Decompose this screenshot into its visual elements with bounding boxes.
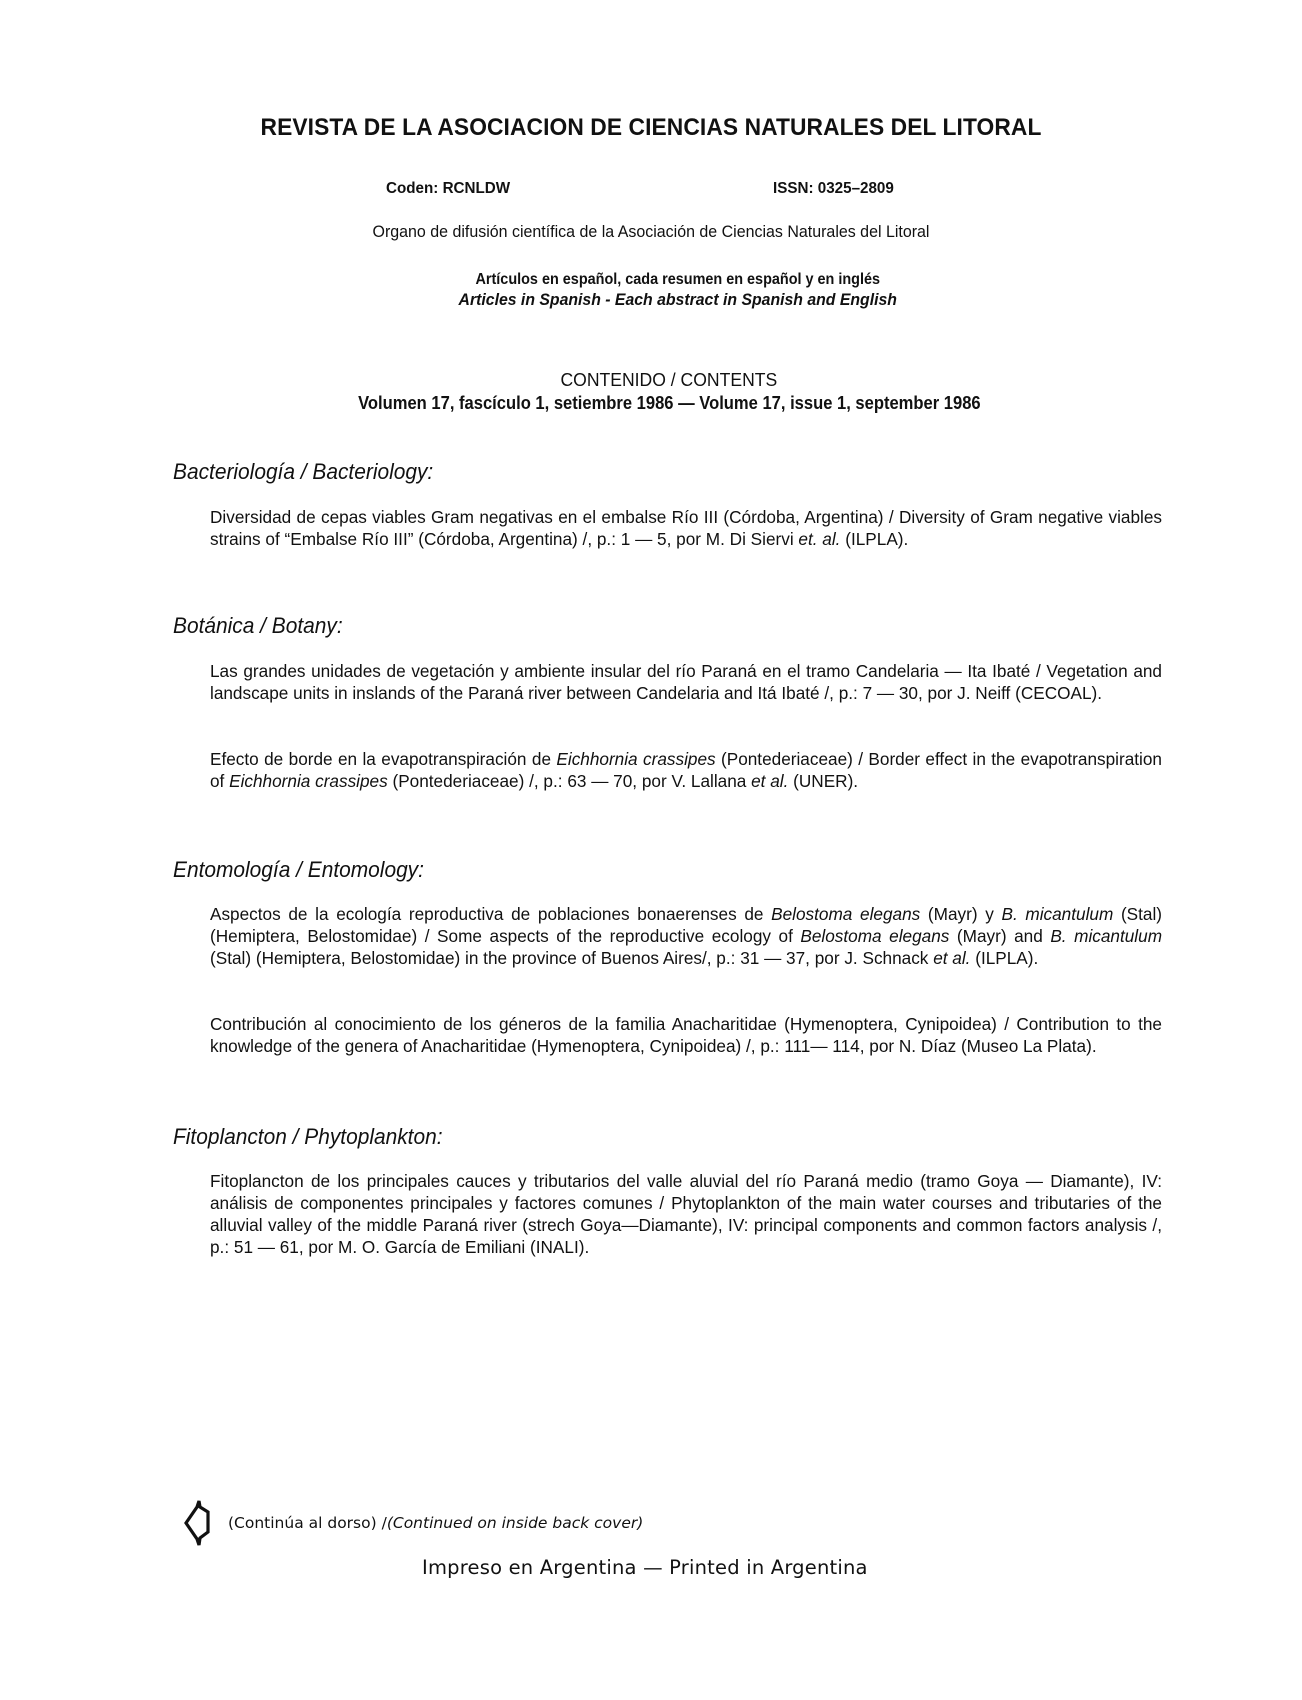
entry-text: (Mayr) and [949,926,1051,946]
toc-entry [210,903,1162,969]
entry-text: (Stal) (Hemiptera, Belostomidae) / Some aspects of the reproductive ecology of [210,904,1163,946]
entry-text: Efecto de borde en la evapotranspiración de [210,749,557,769]
issn: ISSN: 0325–2809 [773,180,894,197]
entry-text: Diversidad de cepas viables Gram negativas en el embalse Río III (Córdoba, Argentina) / Diversity of Gram negative viables strains of “Embalse Río III” (Córdoba, Argentina) /, p.: 1 — 5, por M. Di Siervi [210,507,1162,549]
continued-spanish: (Continúa al dorso) / [228,1514,387,1532]
language-note-english: Articles in Spanish - Each abstract in Spanish and English [458,290,897,309]
coden: Coden: RCNLDW [386,180,511,197]
entry-text: (ILPLA). [970,948,1039,968]
entry-text: (Pontederiaceae) / Border effect in the evapotranspiration of [210,749,1162,791]
continuation-arrow-icon [182,1498,212,1548]
italic-term: B. micantulum [1001,904,1114,924]
entry-text: (UNER). [788,771,859,791]
section-heading-bacteriology: Bacteriología / Bacteriology: [173,459,434,484]
toc-entry [210,1013,1162,1057]
printed-in-note: Impreso en Argentina — Printed in Argentina [422,1556,868,1579]
section-heading-botany: Botánica / Botany: [173,613,343,638]
toc-entry [210,1170,1162,1258]
entry-text: Fitoplancton de los principales cauces y tributarios del valle aluvial del río Paraná medio (tramo Goya — Diamante), IV: análisis de componentes principales y factores comunes / Phytoplankton of the main water courses and tributaries of the alluvial valley of the middle Paraná river (strech Goya—Diamante), IV: principal components and common factors analysis /, p.: 51 — 61, por M. O. García de Emiliani (INALI). [210,1171,1162,1257]
continued-english: (Continued on inside back cover) [386,1514,644,1532]
entry-text: (Stal) (Hemiptera, Belostomidae) in the province of Buenos Aires/, p.: 31 — 37, por J. Schnack [210,948,934,968]
italic-term: Eichhornia crassipes [229,771,388,791]
toc-entry [210,748,1162,792]
language-note-spanish: Artículos en español, cada resumen en español y en inglés [475,271,881,288]
section-heading-entomology: Entomología / Entomology: [173,857,424,882]
toc-entry [210,506,1162,550]
journal-title: REVISTA DE LA ASOCIACION DE CIENCIAS NATURALES DEL LITORAL [260,114,1042,141]
italic-term: Eichhornia crassipes [556,749,716,769]
toc-entry [210,660,1162,704]
continued-note [182,1503,643,1543]
italic-term: Belostoma elegans [800,926,950,946]
entry-text: (Mayr) y [920,904,1002,924]
italic-term: Belostoma elegans [771,904,921,924]
section-heading-phytoplankton: Fitoplancton / Phytoplankton: [173,1124,443,1149]
entry-text: (Pontederiaceae) /, p.: 63 — 70, por V. Lallana [387,771,752,791]
entry-text: Las grandes unidades de vegetación y ambiente insular del río Paraná en el tramo Candelaria — Ita Ibaté / Vegetation and landscape units in inslands of the Paraná river between Candelaria and Itá Ibaté /, p.: 7 — 30, por J. Neiff (CECOAL). [210,661,1162,703]
contents-heading: CONTENIDO / CONTENTS [560,369,778,390]
italic-term: et. al. [798,529,841,549]
italic-term: et al. [751,771,789,791]
journal-organ-statement: Organo de difusión científica de la Asociación de Ciencias Naturales del Litoral [372,222,930,241]
entry-text: (ILPLA). [840,529,909,549]
volume-line: Volumen 17, fascículo 1, setiembre 1986 — Volume 17, issue 1, september 1986 [358,393,981,413]
entry-text: Aspectos de la ecología reproductiva de poblaciones bonaerenses de [210,904,772,924]
entry-text: Contribución al conocimiento de los géneros de la familia Anacharitidae (Hymenoptera, Cynipoidea) / Contribution to the knowledge of the genera of Anacharitidae (Hymenoptera, Cynipoidea) /, p.: 111— 114, por N. Díaz (Museo La Plata). [210,1014,1162,1056]
italic-term: B. micantulum [1050,926,1163,946]
italic-term: et al. [933,948,971,968]
